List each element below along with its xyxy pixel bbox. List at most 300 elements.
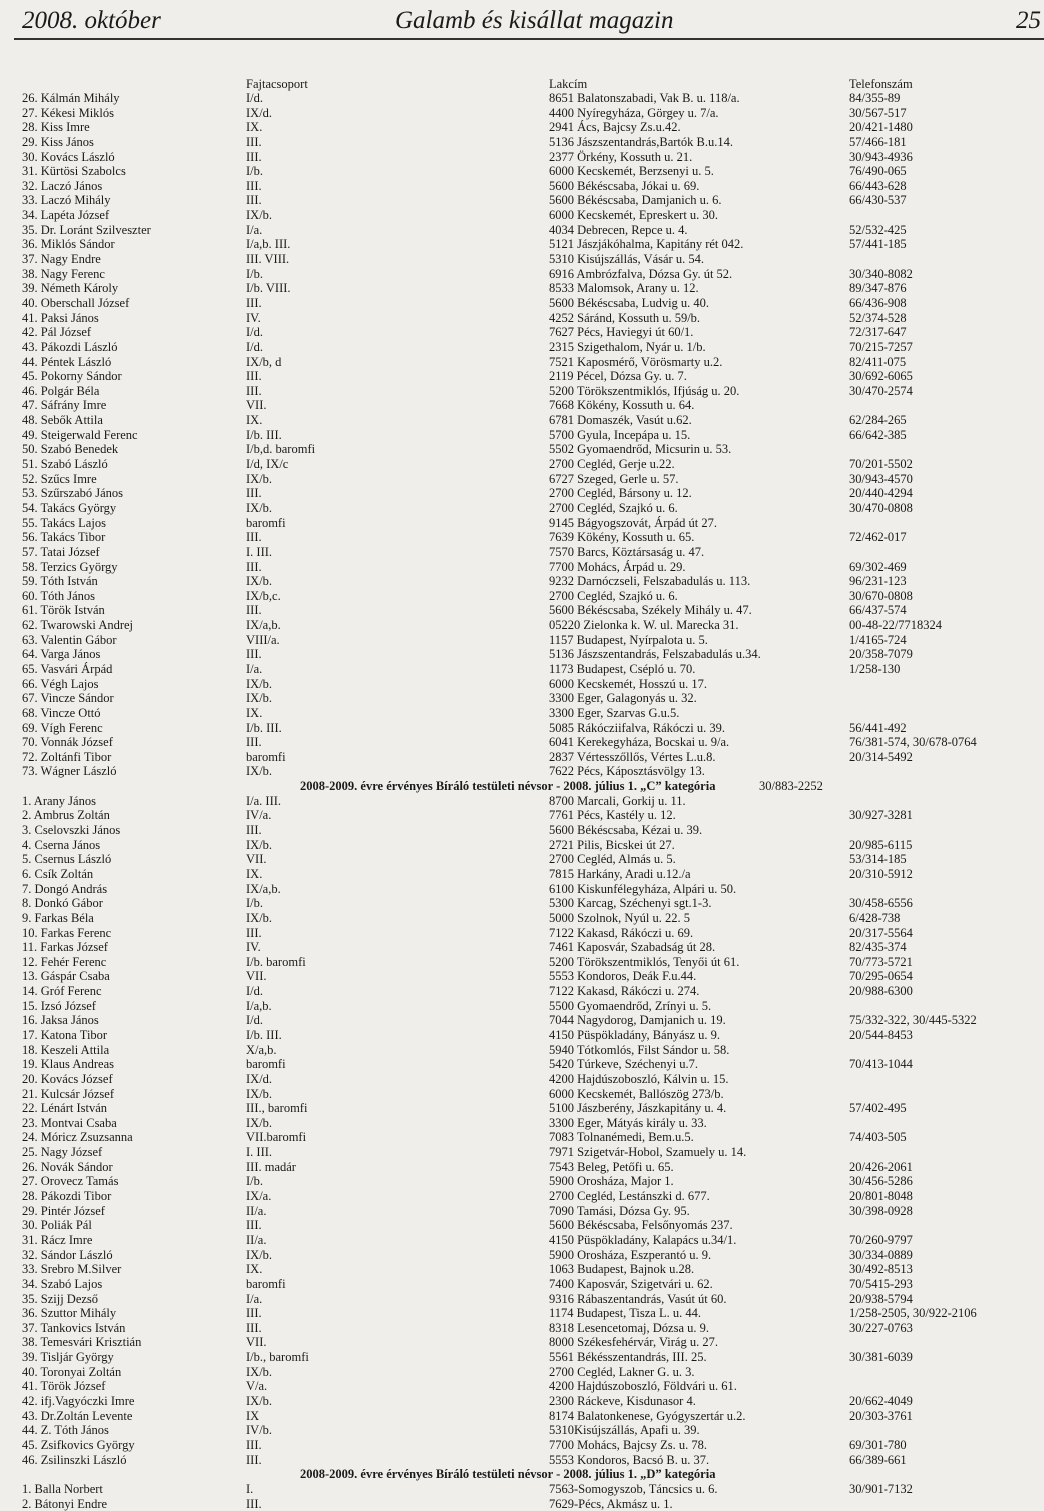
address: 2700 Cegléd, Gerje u.22. [549, 457, 675, 472]
address: 6100 Kiskunfélegyháza, Alpári u. 50. [549, 882, 736, 897]
breed-group: baromfi [246, 750, 286, 765]
breed-group: IV/b. [246, 1423, 272, 1438]
person-name: 37. Tankovics István [22, 1321, 125, 1336]
person-name: 34. Lapéta József [22, 208, 109, 223]
person-name: 13. Gáspár Csaba [22, 969, 110, 984]
person-name: 23. Montvai Csaba [22, 1116, 117, 1131]
phone-number: 30/670-0808 [849, 589, 913, 604]
breed-group: I/b. III. [246, 721, 282, 736]
issue-date: 2008. október [22, 6, 161, 36]
phone-number: 20/303-3761 [849, 1409, 913, 1424]
list-item [0, 384, 1044, 399]
address: 5700 Gyula, Incepápa u. 15. [549, 428, 690, 443]
breed-group: III. [246, 1321, 262, 1336]
person-name: 69. Vígh Ferenc [22, 721, 103, 736]
list-item [0, 150, 1044, 165]
breed-group: I/d. [246, 91, 263, 106]
person-name: 16. Jaksa János [22, 1013, 99, 1028]
phone-number: 20/801-8048 [849, 1189, 913, 1204]
breed-group: I/b,d. baromfi [246, 442, 315, 457]
address: 2700 Cegléd, Almás u. 5. [549, 852, 676, 867]
address: 7122 Kakasd, Rákóczi u. 274. [549, 984, 699, 999]
phone-number: 52/374-528 [849, 311, 907, 326]
person-name: 40. Oberschall József [22, 296, 129, 311]
address: 8174 Balatonkenese, Gyógyszertár u.2. [549, 1409, 745, 1424]
breed-group: I/d. [246, 1013, 263, 1028]
address: 5000 Szolnok, Nyúl u. 22. 5 [549, 911, 690, 926]
list-item [0, 940, 1044, 955]
breed-group: I/b. III. [246, 1028, 282, 1043]
breed-group: IX/b. [246, 472, 272, 487]
phone-number: 20/314-5492 [849, 750, 913, 765]
list-item [0, 662, 1044, 677]
list-item [0, 106, 1044, 121]
breed-group: III. [246, 926, 262, 941]
person-name: 67. Vincze Sándor [22, 691, 114, 706]
address: 8700 Marcali, Gorkij u. 11. [549, 794, 686, 809]
address: 7521 Kaposmérő, Vörösmarty u.2. [549, 355, 722, 370]
breed-group: IX. [246, 706, 262, 721]
list-item [0, 1438, 1044, 1453]
list-item [0, 1145, 1044, 1160]
address: 7083 Tolnanémedi, Bem.u.5. [549, 1130, 694, 1145]
list-item [0, 1423, 1044, 1438]
column-header-address: Lakcím [549, 76, 587, 92]
phone-number: 1/4165-724 [849, 633, 907, 648]
list-item [0, 325, 1044, 340]
address: 2941 Ács, Bajcsy Zs.u.42. [549, 120, 681, 135]
breed-group: II/a. [246, 1204, 266, 1219]
person-name: 34. Szabó Lajos [22, 1277, 102, 1292]
phone-number: 70/5415-293 [849, 1277, 913, 1292]
address: 4150 Püspökladány, Kalapács u.34/1. [549, 1233, 736, 1248]
breed-group: III. [246, 1306, 262, 1321]
person-name: 4. Cserna János [22, 838, 100, 853]
section-heading [0, 779, 1044, 794]
person-name: 36. Szuttor Mihály [22, 1306, 116, 1321]
list-item [0, 1130, 1044, 1145]
person-name: 43. Pákozdi László [22, 340, 117, 355]
address: 7629-Pécs, Akmász u. 1. [549, 1497, 673, 1511]
phone-number: 30/456-5286 [849, 1174, 913, 1189]
breed-group: III., baromfi [246, 1101, 307, 1116]
address: 4034 Debrecen, Repce u. 4. [549, 223, 688, 238]
breed-group: III. [246, 1497, 262, 1511]
breed-group: III. madár [246, 1160, 296, 1175]
phone-number: 66/436-908 [849, 296, 907, 311]
list-item [0, 1101, 1044, 1116]
person-name: 38. Nagy Ferenc [22, 267, 105, 282]
person-name: 39. Németh Károly [22, 281, 118, 296]
address: 4400 Nyíregyháza, Görgey u. 7/a. [549, 106, 719, 121]
phone-number: 66/443-628 [849, 179, 907, 194]
breed-group: III. [246, 1218, 262, 1233]
phone-number: 00-48-22/7718324 [849, 618, 942, 633]
address: 2837 Vértesszőllős, Vértes L.u.8. [549, 750, 716, 765]
address: 1173 Budapest, Csépló u. 70. [549, 662, 695, 677]
person-name: 54. Takács György [22, 501, 116, 516]
list-item [0, 999, 1044, 1014]
list-item [0, 750, 1044, 765]
address: 7700 Mohács, Árpád u. 29. [549, 560, 685, 575]
address: 7400 Kaposvár, Szigetvári u. 62. [549, 1277, 713, 1292]
address: 5600 Békéscsaba, Kézai u. 39. [549, 823, 702, 838]
breed-group: IX/d. [246, 1072, 272, 1087]
address: 8533 Malomsok, Arany u. 12. [549, 281, 699, 296]
breed-group: III. [246, 384, 262, 399]
list-item [0, 1453, 1044, 1468]
section-heading [0, 1467, 1044, 1482]
address: 2721 Pilis, Bicskei út 27. [549, 838, 675, 853]
breed-group: IX/b. [246, 1394, 272, 1409]
person-name: 46. Zsilinszki László [22, 1453, 127, 1468]
breed-group: III. [246, 1438, 262, 1453]
list-item [0, 267, 1044, 282]
phone-number: 66/389-661 [849, 1453, 907, 1468]
breed-group: IX/b. [246, 501, 272, 516]
breed-group: VII. [246, 969, 266, 984]
list-item [0, 413, 1044, 428]
address: 2377 Örkény, Kossuth u. 21. [549, 150, 692, 165]
list-item [0, 896, 1044, 911]
address: 7563-Somogyszob, Táncsics u. 6. [549, 1482, 718, 1497]
address: 5553 Kondoros, Bacsó B. u. 37. [549, 1453, 709, 1468]
phone-number: 6/428-738 [849, 911, 900, 926]
list-item [0, 179, 1044, 194]
list-item [0, 794, 1044, 809]
person-name: 58. Terzics György [22, 560, 118, 575]
list-item [0, 1350, 1044, 1365]
phone-number: 30/227-0763 [849, 1321, 913, 1336]
breed-group: III. [246, 1453, 262, 1468]
person-name: 42. Pál József [22, 325, 91, 340]
address: 5136 Jászszentandrás,Bartók B.u.14. [549, 135, 733, 150]
section-title: 2008-2009. évre érvényes Bíráló testületi névsor - 2008. július 1. „D” kategória [300, 1467, 715, 1482]
person-name: 41. Paksi János [22, 311, 99, 326]
person-name: 46. Polgár Béla [22, 384, 99, 399]
list-item [0, 296, 1044, 311]
phone-number: 62/284-265 [849, 413, 907, 428]
address: 7971 Szigetvár-Hobol, Szamuely u. 14. [549, 1145, 746, 1160]
person-name: 49. Steigerwald Ferenc [22, 428, 138, 443]
header-rule [14, 38, 1044, 40]
list-item [0, 1043, 1044, 1058]
breed-group: I. III. [246, 1145, 272, 1160]
person-name: 27. Orovecz Tamás [22, 1174, 118, 1189]
address: 5310Kisújszállás, Apafi u. 39. [549, 1423, 700, 1438]
address: 5100 Jászberény, Jászkapitány u. 4. [549, 1101, 726, 1116]
breed-group: baromfi [246, 516, 286, 531]
list-item [0, 1497, 1044, 1511]
phone-number: 30/901-7132 [849, 1482, 913, 1497]
phone-number: 20/317-5564 [849, 926, 913, 941]
breed-group: I/a. III. [246, 794, 281, 809]
breed-group: III. [246, 179, 262, 194]
address: 7815 Harkány, Aradi u.12./a [549, 867, 691, 882]
breed-group: I/b. III. [246, 428, 282, 443]
address: 5310 Kisújszállás, Vásár u. 54. [549, 252, 704, 267]
list-item [0, 442, 1044, 457]
breed-group: V/a. [246, 1379, 267, 1394]
person-name: 43. Dr.Zoltán Levente [22, 1409, 132, 1424]
list-item [0, 1379, 1044, 1394]
breed-group: IX/a,b. [246, 882, 281, 897]
address: 7639 Kökény, Kossuth u. 65. [549, 530, 694, 545]
breed-group: III. [246, 647, 262, 662]
list-item [0, 1204, 1044, 1219]
breed-group: I/a. [246, 223, 262, 238]
phone-number: 56/441-492 [849, 721, 907, 736]
person-name: 33. Laczó Mihály [22, 193, 111, 208]
address: 7090 Tamási, Dózsa Gy. 95. [549, 1204, 690, 1219]
page-number: 25 [1016, 6, 1041, 36]
breed-group: X/a,b. [246, 1043, 277, 1058]
list-item [0, 135, 1044, 150]
phone-number: 30/943-4936 [849, 150, 913, 165]
person-name: 6. Csík Zoltán [22, 867, 93, 882]
breed-group: IX/b. [246, 1248, 272, 1263]
phone-number: 20/310-5912 [849, 867, 913, 882]
list-item [0, 926, 1044, 941]
breed-group: III. [246, 530, 262, 545]
person-name: 72. Zoltánfi Tibor [22, 750, 111, 765]
person-name: 59. Tóth István [22, 574, 98, 589]
person-name: 11. Farkas József [22, 940, 108, 955]
person-name: 56. Takács Tibor [22, 530, 105, 545]
phone-number: 69/302-469 [849, 560, 907, 575]
address: 5420 Túrkeve, Széchenyi u.7. [549, 1057, 698, 1072]
magazine-title: Galamb és kisállat magazin [395, 6, 673, 36]
person-name: 28. Pákozdi Tibor [22, 1189, 111, 1204]
person-name: 30. Kovács László [22, 150, 115, 165]
breed-group: III. [246, 193, 262, 208]
person-name: 22. Lénárt István [22, 1101, 107, 1116]
phone-number: 30/381-6039 [849, 1350, 913, 1365]
address: 6727 Szeged, Gerle u. 57. [549, 472, 678, 487]
list-item [0, 486, 1044, 501]
person-name: 2. Ambrus Zoltán [22, 808, 110, 823]
breed-group: III. [246, 150, 262, 165]
address: 2315 Szigethalom, Nyár u. 1/b. [549, 340, 706, 355]
breed-group: IX/b, d [246, 355, 281, 370]
address: 5200 Törökszentmiklós, Tenyői út 61. [549, 955, 739, 970]
list-item [0, 369, 1044, 384]
list-item [0, 1482, 1044, 1497]
list-item [0, 1160, 1044, 1175]
address: 4200 Hajdúszoboszló, Földvári u. 61. [549, 1379, 737, 1394]
address: 6781 Domaszék, Vasút u.62. [549, 413, 692, 428]
phone-number: 30/340-8082 [849, 267, 913, 282]
phone-number: 72/317-647 [849, 325, 907, 340]
address: 4150 Püspökladány, Bányász u. 9. [549, 1028, 720, 1043]
breed-group: I/b. [246, 896, 263, 911]
address: 5900 Orosháza, Major 1. [549, 1174, 674, 1189]
phone-number: 70/773-5721 [849, 955, 913, 970]
breed-group: I/d. [246, 340, 263, 355]
phone-number: 66/437-574 [849, 603, 907, 618]
list-item [0, 1335, 1044, 1350]
address: 5600 Békéscsaba, Ludvig u. 40. [549, 296, 709, 311]
breed-group: III. [246, 603, 262, 618]
list-item [0, 589, 1044, 604]
person-name: 35. Dr. Loránt Szilveszter [22, 223, 151, 238]
phone-number: 74/403-505 [849, 1130, 907, 1145]
list-item [0, 340, 1044, 355]
person-name: 36. Miklós Sándor [22, 237, 115, 252]
person-name: 51. Szabó László [22, 457, 108, 472]
column-header-phone: Telefonszám [849, 76, 913, 92]
list-item [0, 735, 1044, 750]
person-name: 40. Toronyai Zoltán [22, 1365, 121, 1380]
person-name: 64. Varga János [22, 647, 100, 662]
person-name: 19. Klaus Andreas [22, 1057, 114, 1072]
phone-number: 66/642-385 [849, 428, 907, 443]
address: 5561 Békésszentandrás, III. 25. [549, 1350, 707, 1365]
address: 6916 Ambrózfalva, Dózsa Gy. út 52. [549, 267, 732, 282]
person-name: 60. Tóth János [22, 589, 95, 604]
person-name: 68. Vincze Ottó [22, 706, 101, 721]
list-item [0, 618, 1044, 633]
breed-group: baromfi [246, 1277, 286, 1292]
list-item [0, 1292, 1044, 1307]
list-item [0, 560, 1044, 575]
person-name: 35. Szijj Dezső [22, 1292, 98, 1307]
phone-number: 96/231-123 [849, 574, 907, 589]
breed-group: III. VIII. [246, 252, 289, 267]
phone-number: 30/470-0808 [849, 501, 913, 516]
person-name: 1. Balla Norbert [22, 1482, 103, 1497]
list-item [0, 472, 1044, 487]
list-item [0, 501, 1044, 516]
phone-number: 53/314-185 [849, 852, 907, 867]
list-item [0, 1013, 1044, 1028]
address: 7668 Kökény, Kossuth u. 64. [549, 398, 694, 413]
address: 7543 Beleg, Petőfi u. 65. [549, 1160, 674, 1175]
phone-number: 30/492-8513 [849, 1262, 913, 1277]
person-name: 15. Izsó József [22, 999, 96, 1014]
list-item [0, 808, 1044, 823]
breed-group: IV. [246, 940, 261, 955]
phone-number: 30/927-3281 [849, 808, 913, 823]
address: 1174 Budapest, Tisza L. u. 44. [549, 1306, 701, 1321]
breed-group: I/a. [246, 1292, 262, 1307]
list-item [0, 1087, 1044, 1102]
breed-group: IX/b. [246, 677, 272, 692]
person-name: 29. Kiss János [22, 135, 94, 150]
phone-number: 1/258-2505, 30/922-2106 [849, 1306, 977, 1321]
breed-group: III. [246, 560, 262, 575]
person-name: 63. Valentin Gábor [22, 633, 117, 648]
person-name: 1. Arany János [22, 794, 96, 809]
list-item [0, 1248, 1044, 1263]
address: 5500 Gyomaendrőd, Zrínyi u. 5. [549, 999, 711, 1014]
person-name: 30. Poliák Pál [22, 1218, 92, 1233]
person-name: 53. Szűrszabó János [22, 486, 123, 501]
column-header-group: Fajtacsoport [246, 76, 308, 92]
phone-number: 30/567-517 [849, 106, 907, 121]
phone-number: 70/413-1044 [849, 1057, 913, 1072]
phone-number: 89/347-876 [849, 281, 907, 296]
address: 3300 Eger, Mátyás király u. 33. [549, 1116, 707, 1131]
address: 8000 Székesfehérvár, Virág u. 27. [549, 1335, 718, 1350]
person-name: 31. Kürtösi Szabolcs [22, 164, 126, 179]
person-name: 33. Srebro M.Silver [22, 1262, 121, 1277]
phone-number: 30/398-0928 [849, 1204, 913, 1219]
phone-number: 30/334-0889 [849, 1248, 913, 1263]
person-name: 7. Dongó András [22, 882, 107, 897]
address: 1063 Budapest, Bajnok u.28. [549, 1262, 694, 1277]
phone-number: 76/381-574, 30/678-0764 [849, 735, 977, 750]
address: 7622 Pécs, Káposztásvölgy 13. [549, 764, 705, 779]
phone-number: 20/544-8453 [849, 1028, 913, 1043]
list-item [0, 91, 1044, 106]
breed-group: IX/b,c. [246, 589, 281, 604]
person-name: 48. Sebők Attila [22, 413, 103, 428]
address: 6000 Kecskemét, Hosszú u. 17. [549, 677, 707, 692]
person-name: 24. Móricz Zsuzsanna [22, 1130, 133, 1145]
phone-number: 20/426-2061 [849, 1160, 913, 1175]
list-item [0, 647, 1044, 662]
breed-group: IX/b. [246, 208, 272, 223]
address: 6000 Kecskemét, Berzsenyi u. 5. [549, 164, 714, 179]
person-name: 42. ifj.Vagyóczki Imre [22, 1394, 134, 1409]
person-name: 12. Fehér Ferenc [22, 955, 106, 970]
address: 5085 Rákócziifalva, Rákóczi u. 39. [549, 721, 725, 736]
person-name: 44. Péntek László [22, 355, 111, 370]
person-name: 52. Szűcs Imre [22, 472, 97, 487]
person-name: 3. Cselovszki János [22, 823, 120, 838]
phone-number: 30/458-6556 [849, 896, 913, 911]
list-item [0, 955, 1044, 970]
list-item [0, 208, 1044, 223]
list-item [0, 530, 1044, 545]
breed-group: I/b. [246, 1174, 263, 1189]
breed-group: IX/b. [246, 1087, 272, 1102]
breed-group: IX/a,b. [246, 618, 281, 633]
list-item [0, 1365, 1044, 1380]
breed-group: IX/b. [246, 1116, 272, 1131]
person-name: 66. Végh Lajos [22, 677, 99, 692]
person-name: 44. Z. Tóth János [22, 1423, 109, 1438]
phone-number: 20/662-4049 [849, 1394, 913, 1409]
phone-number: 20/988-6300 [849, 984, 913, 999]
breed-group: VII. [246, 398, 266, 413]
list-item [0, 1321, 1044, 1336]
list-item [0, 1409, 1044, 1424]
phone-number: 57/402-495 [849, 1101, 907, 1116]
list-item [0, 545, 1044, 560]
list-item [0, 867, 1044, 882]
address: 7122 Kakasd, Rákóczi u. 69. [549, 926, 693, 941]
address: 5600 Békéscsaba, Jókai u. 69. [549, 179, 699, 194]
breed-group: IX/b. [246, 838, 272, 853]
address: 7627 Pécs, Haviegyi út 60/1. [549, 325, 693, 340]
address: 3300 Eger, Galagonyás u. 32. [549, 691, 697, 706]
list-item [0, 1262, 1044, 1277]
list-item [0, 1116, 1044, 1131]
phone-number: 20/421-1480 [849, 120, 913, 135]
person-name: 28. Kiss Imre [22, 120, 90, 135]
person-name: 55. Takács Lajos [22, 516, 106, 531]
phone-number: 20/985-6115 [849, 838, 912, 853]
phone-number: 70/260-9797 [849, 1233, 913, 1248]
phone-number: 70/295-0654 [849, 969, 913, 984]
phone-number: 82/411-075 [849, 355, 906, 370]
person-name: 41. Török József [22, 1379, 105, 1394]
breed-group: IV. [246, 311, 261, 326]
person-name: 26. Kálmán Mihály [22, 91, 120, 106]
address: 5900 Orosháza, Eszperantó u. 9. [549, 1248, 711, 1263]
